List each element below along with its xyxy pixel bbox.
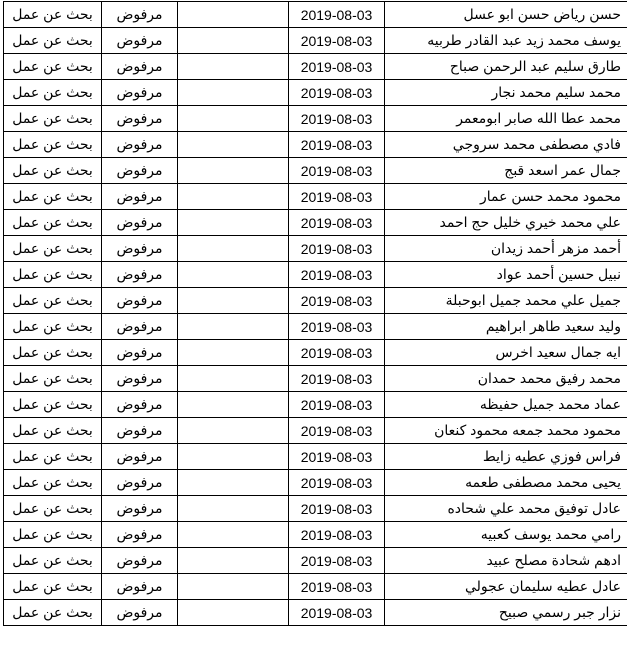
result-cell: مرفوض xyxy=(102,548,178,574)
empty-cell xyxy=(178,418,289,444)
table-row xyxy=(4,314,627,340)
name-cell: محمد سليم محمد نجار xyxy=(385,80,627,106)
result-cell: مرفوض xyxy=(102,262,178,288)
empty-cell xyxy=(178,522,289,548)
status-cell: بحث عن عمل xyxy=(4,210,102,236)
empty-cell xyxy=(178,80,289,106)
result-cell: مرفوض xyxy=(102,80,178,106)
result-cell: مرفوض xyxy=(102,54,178,80)
status-cell: بحث عن عمل xyxy=(4,80,102,106)
table-row xyxy=(4,470,627,496)
name-cell: نبيل حسين أحمد عواد xyxy=(385,262,627,288)
table-row xyxy=(4,54,627,80)
name-cell: أحمد مزهر أحمد زيدان xyxy=(385,236,627,262)
name-cell: محمود محمد حسن عمار xyxy=(385,184,627,210)
result-cell: مرفوض xyxy=(102,2,178,28)
empty-cell xyxy=(178,600,289,626)
status-cell: بحث عن عمل xyxy=(4,158,102,184)
status-cell: بحث عن عمل xyxy=(4,496,102,522)
result-cell: مرفوض xyxy=(102,522,178,548)
result-cell: مرفوض xyxy=(102,366,178,392)
table-row xyxy=(4,80,627,106)
date-cell: 2019-08-03 xyxy=(289,210,385,236)
result-cell: مرفوض xyxy=(102,158,178,184)
table-row xyxy=(4,392,627,418)
date-cell: 2019-08-03 xyxy=(289,418,385,444)
table-row xyxy=(4,262,627,288)
result-cell: مرفوض xyxy=(102,340,178,366)
status-cell: بحث عن عمل xyxy=(4,132,102,158)
status-cell: بحث عن عمل xyxy=(4,392,102,418)
table-row xyxy=(4,418,627,444)
table-row xyxy=(4,340,627,366)
status-cell: بحث عن عمل xyxy=(4,444,102,470)
table-row xyxy=(4,444,627,470)
date-cell: 2019-08-03 xyxy=(289,184,385,210)
table-row xyxy=(4,496,627,522)
empty-cell xyxy=(178,470,289,496)
table-row xyxy=(4,236,627,262)
result-cell: مرفوض xyxy=(102,106,178,132)
applicants-table xyxy=(3,1,627,626)
name-cell: حسن رياض حسن ابو عسل xyxy=(385,2,627,28)
empty-cell xyxy=(178,496,289,522)
table-row xyxy=(4,288,627,314)
status-cell: بحث عن عمل xyxy=(4,28,102,54)
applicants-table-body xyxy=(4,2,627,626)
table-row xyxy=(4,158,627,184)
name-cell: محمد رفيق محمد حمدان xyxy=(385,366,627,392)
name-cell: محمود محمد جمعه محمود كنعان xyxy=(385,418,627,444)
name-cell: فراس فوزي عطيه زايط xyxy=(385,444,627,470)
result-cell: مرفوض xyxy=(102,600,178,626)
name-cell: يوسف محمد زيد عبد القادر طربيه xyxy=(385,28,627,54)
status-cell: بحث عن عمل xyxy=(4,574,102,600)
name-cell: محمد عطا الله صابر ابومعمر xyxy=(385,106,627,132)
name-cell: جميل علي محمد جميل ابوحبلة xyxy=(385,288,627,314)
date-cell: 2019-08-03 xyxy=(289,80,385,106)
empty-cell xyxy=(178,366,289,392)
name-cell: جمال عمر اسعد قبج xyxy=(385,158,627,184)
name-cell: رامي محمد يوسف كعبيه xyxy=(385,522,627,548)
date-cell: 2019-08-03 xyxy=(289,496,385,522)
empty-cell xyxy=(178,28,289,54)
date-cell: 2019-08-03 xyxy=(289,548,385,574)
result-cell: مرفوض xyxy=(102,210,178,236)
table-row xyxy=(4,366,627,392)
date-cell: 2019-08-03 xyxy=(289,470,385,496)
date-cell: 2019-08-03 xyxy=(289,340,385,366)
table-row xyxy=(4,600,627,626)
empty-cell xyxy=(178,392,289,418)
name-cell: ايه جمال سعيد اخرس xyxy=(385,340,627,366)
name-cell: علي محمد خيري خليل حج احمد xyxy=(385,210,627,236)
status-cell: بحث عن عمل xyxy=(4,548,102,574)
status-cell: بحث عن عمل xyxy=(4,470,102,496)
empty-cell xyxy=(178,132,289,158)
empty-cell xyxy=(178,236,289,262)
status-cell: بحث عن عمل xyxy=(4,340,102,366)
name-cell: فادي مصطفى محمد سروجي xyxy=(385,132,627,158)
empty-cell xyxy=(178,314,289,340)
table-row xyxy=(4,28,627,54)
date-cell: 2019-08-03 xyxy=(289,366,385,392)
status-cell: بحث عن عمل xyxy=(4,236,102,262)
empty-cell xyxy=(178,262,289,288)
date-cell: 2019-08-03 xyxy=(289,288,385,314)
date-cell: 2019-08-03 xyxy=(289,574,385,600)
date-cell: 2019-08-03 xyxy=(289,158,385,184)
name-cell: عماد محمد جميل حفيظه xyxy=(385,392,627,418)
status-cell: بحث عن عمل xyxy=(4,418,102,444)
table-row xyxy=(4,106,627,132)
empty-cell xyxy=(178,210,289,236)
status-cell: بحث عن عمل xyxy=(4,522,102,548)
result-cell: مرفوض xyxy=(102,444,178,470)
date-cell: 2019-08-03 xyxy=(289,54,385,80)
result-cell: مرفوض xyxy=(102,574,178,600)
status-cell: بحث عن عمل xyxy=(4,2,102,28)
date-cell: 2019-08-03 xyxy=(289,262,385,288)
date-cell: 2019-08-03 xyxy=(289,28,385,54)
status-cell: بحث عن عمل xyxy=(4,262,102,288)
result-cell: مرفوض xyxy=(102,314,178,340)
status-cell: بحث عن عمل xyxy=(4,366,102,392)
result-cell: مرفوض xyxy=(102,418,178,444)
date-cell: 2019-08-03 xyxy=(289,314,385,340)
date-cell: 2019-08-03 xyxy=(289,392,385,418)
empty-cell xyxy=(178,184,289,210)
empty-cell xyxy=(178,54,289,80)
status-cell: بحث عن عمل xyxy=(4,288,102,314)
empty-cell xyxy=(178,106,289,132)
empty-cell xyxy=(178,288,289,314)
result-cell: مرفوض xyxy=(102,236,178,262)
table-row xyxy=(4,184,627,210)
table-row xyxy=(4,2,627,28)
empty-cell xyxy=(178,574,289,600)
date-cell: 2019-08-03 xyxy=(289,2,385,28)
result-cell: مرفوض xyxy=(102,392,178,418)
status-cell: بحث عن عمل xyxy=(4,184,102,210)
status-cell: بحث عن عمل xyxy=(4,106,102,132)
name-cell: عادل عطيه سليمان عجولي xyxy=(385,574,627,600)
date-cell: 2019-08-03 xyxy=(289,444,385,470)
name-cell: نزار جبر رسمي صبيح xyxy=(385,600,627,626)
empty-cell xyxy=(178,444,289,470)
table-row xyxy=(4,574,627,600)
result-cell: مرفوض xyxy=(102,132,178,158)
date-cell: 2019-08-03 xyxy=(289,106,385,132)
status-cell: بحث عن عمل xyxy=(4,314,102,340)
date-cell: 2019-08-03 xyxy=(289,600,385,626)
name-cell: يحيى محمد مصطفى طعمه xyxy=(385,470,627,496)
date-cell: 2019-08-03 xyxy=(289,236,385,262)
result-cell: مرفوض xyxy=(102,496,178,522)
name-cell: عادل توفيق محمد علي شحاده xyxy=(385,496,627,522)
status-cell: بحث عن عمل xyxy=(4,54,102,80)
empty-cell xyxy=(178,340,289,366)
name-cell: ادهم شحادة مصلح عبيد xyxy=(385,548,627,574)
result-cell: مرفوض xyxy=(102,184,178,210)
table-row xyxy=(4,210,627,236)
result-cell: مرفوض xyxy=(102,470,178,496)
table-row xyxy=(4,132,627,158)
table-row xyxy=(4,548,627,574)
table-row xyxy=(4,522,627,548)
result-cell: مرفوض xyxy=(102,28,178,54)
empty-cell xyxy=(178,2,289,28)
status-cell: بحث عن عمل xyxy=(4,600,102,626)
empty-cell xyxy=(178,548,289,574)
date-cell: 2019-08-03 xyxy=(289,522,385,548)
date-cell: 2019-08-03 xyxy=(289,132,385,158)
empty-cell xyxy=(178,158,289,184)
result-cell: مرفوض xyxy=(102,288,178,314)
name-cell: طارق سليم عبد الرحمن صباح xyxy=(385,54,627,80)
name-cell: وليد سعيد طاهر ابراهيم xyxy=(385,314,627,340)
